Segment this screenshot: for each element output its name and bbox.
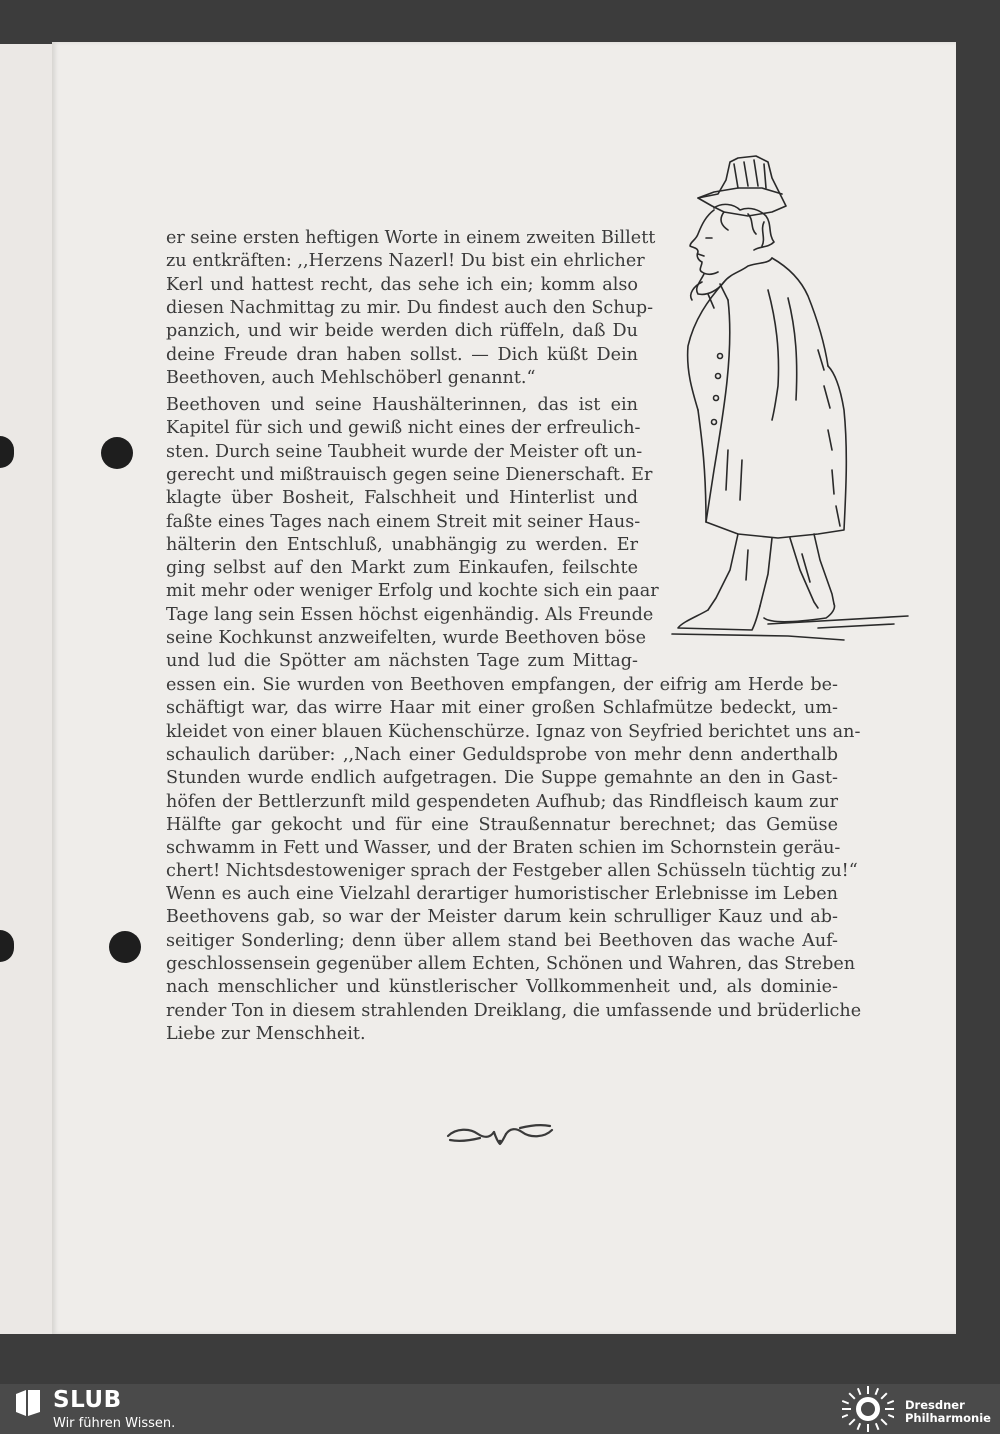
text-line: Wenn es auch eine Vielzahl derartiger humoristischer Erlebnisse im Leben — [166, 884, 838, 904]
dresdner-philharmonie-logo-icon — [842, 1386, 894, 1432]
slub-name: SLUB — [53, 1387, 122, 1413]
text-line: und lud die Spötter am nächsten Tage zum Mittag- — [166, 651, 638, 672]
ornament-divider — [440, 1116, 560, 1150]
text-line: render Ton in diesem strahlenden Dreiklang, die umfassende und brüderliche — [166, 1000, 862, 1021]
text-line: kleidet von einer blauen Küchenschürze. Ignaz von Seyfried berichtet uns an- — [166, 721, 861, 742]
text-line: Beethoven, auch Mehlschöberl genannt.“ — [166, 367, 536, 388]
text-line: Tage lang sein Essen höchst eigenhändig. Als Freunde — [166, 604, 654, 625]
left-page-edge — [0, 44, 52, 1334]
ornament-dot — [498, 1140, 502, 1144]
text-line: chert! Nichtsdestoweniger sprach der Festgeber allen Schüsseln tüchtig zu!“ — [166, 861, 858, 882]
text-line: geschlossensein gegenüber allem Echten, Schönen und Wahren, das Streben — [166, 953, 856, 974]
text-line: seine Kochkunst anzweifelten, wurde Beethoven böse — [166, 628, 646, 648]
text-line: sten. Durch seine Taubheit wurde der Meister oft un- — [166, 441, 643, 462]
text-line: Beethovens gab, so war der Meister darum kein schrulliger Kauz und ab- — [166, 907, 838, 928]
text-line: diesen Nachmittag zu mir. Du findest auch den Schup- — [166, 297, 654, 318]
text-line: klagte über Bosheit, Falschheit und Hinterlist und — [166, 488, 638, 509]
text-line: Hälfte gar gekocht und für eine Straußennatur berechnet; das Gemüse — [166, 814, 838, 835]
text-line: höfen der Bettlerzunft mild gespendeten Aufhub; das Rindfleisch kaum zur — [166, 791, 838, 812]
slub-logo-icon — [14, 1388, 42, 1418]
slub-tagline: Wir führen Wissen. — [53, 1416, 176, 1431]
text-line: Stunden wurde endlich aufgetragen. Die Suppe gemahnte an den in Gast- — [166, 768, 838, 789]
text-line: seitiger Sonderling; denn über allem stand bei Beethoven das wache Auf- — [166, 930, 838, 951]
text-line: schaulich darüber: ,,Nach einer Geduldsprobe von mehr denn anderthalb — [166, 744, 838, 765]
text-line: Beethoven und seine Haushälterinnen, das ist ein — [166, 395, 638, 415]
partner-name-line-2: Philharmonie — [905, 1411, 991, 1425]
text-line: Liebe zur Menschheit. — [166, 1023, 366, 1044]
text-line: gerecht und mißtrauisch gegen seine Dienerschaft. Er — [166, 464, 653, 485]
text-line: zu entkräften: ,,Herzens Nazerl! Du bist ein ehrlicher — [166, 251, 645, 272]
text-line: essen ein. Sie wurden von Beethoven empfangen, der eifrig am Herde be- — [166, 675, 838, 695]
text-line: nach menschlicher und künstlerischer Vollkommenheit und, als dominie- — [166, 977, 838, 998]
punch-hole — [101, 437, 133, 469]
beethoven-caricature — [668, 150, 918, 650]
text-line: schwamm in Fett und Wasser, und der Braten schien im Schornstein geräu- — [166, 838, 841, 859]
text-line: panzich, und wir beide werden dich rüffeln, daß Du — [166, 321, 638, 342]
text-line: schäftigt war, das wirre Haar mit einer großen Schlafmütze bedeckt, um- — [166, 698, 838, 719]
text-line: Kapitel für sich und gewiß nicht eines der erfreulich- — [166, 418, 641, 439]
text-line: mit mehr oder weniger Erfolg und kochte sich ein paar — [166, 581, 659, 602]
text-line: ging selbst auf den Markt zum Einkaufen, feilschte — [166, 558, 638, 579]
text-line: deine Freude dran haben sollst. — Dich küßt Dein — [166, 344, 638, 365]
text-line: Kerl und hattest recht, das sehe ich ein; komm also — [166, 274, 638, 295]
text-line: er seine ersten heftigen Worte in einem zweiten Billett — [166, 228, 656, 248]
text-line: hälterin den Entschluß, unabhängig zu werden. Er — [166, 534, 638, 555]
punch-hole — [109, 931, 141, 963]
partner-name-line-1: Dresdner — [905, 1398, 965, 1412]
text-line: faßte eines Tages nach einem Streit mit seiner Haus- — [166, 511, 641, 532]
